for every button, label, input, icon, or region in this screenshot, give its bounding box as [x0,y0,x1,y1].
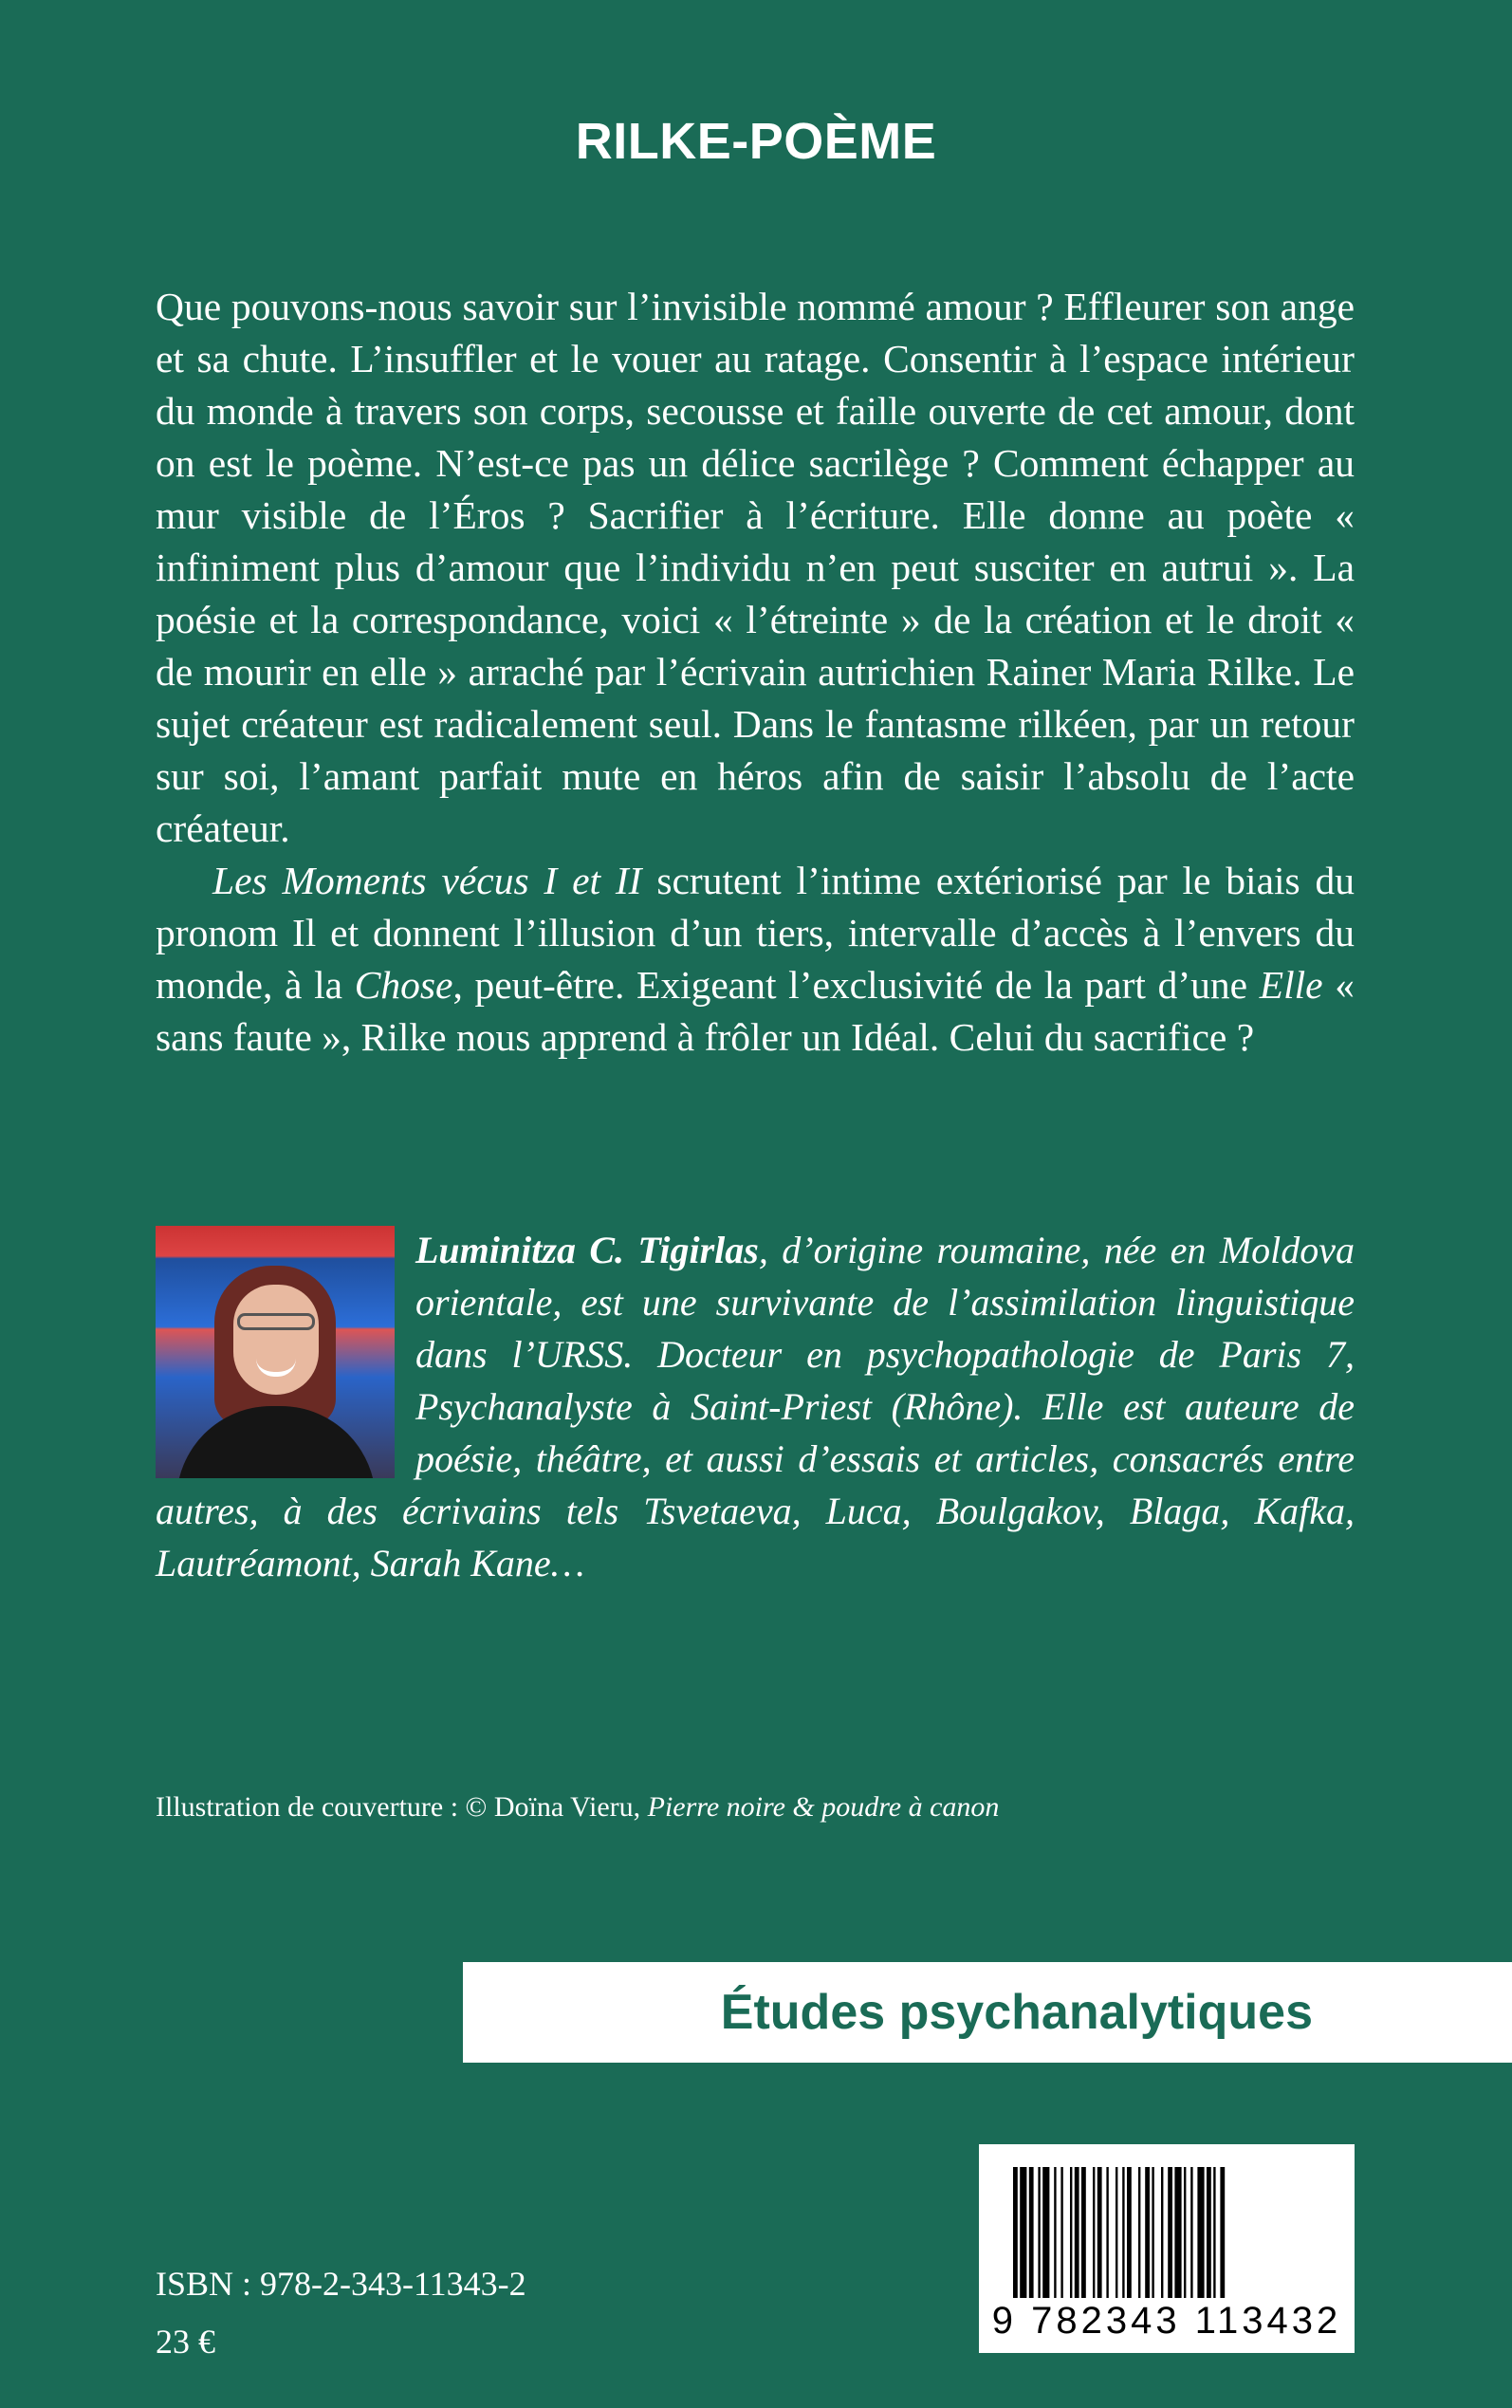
blurb-paragraph-1: Que pouvons-nous savoir sur l’invisible nommé amour ? Effleurer son ange et sa chute. L’insuffler et le vouer au ratage. Consentir à l’espace intérieur du monde à travers son corps, secousse et faille ouverte de cet amour, dont on est le poème. N’est-ce pas un délice sacrilège ? Comment échapper au mur visible de l’Éros ? Sacrifier à l’écriture. Elle donne au poète « infiniment plus d’amour que l’individu n’en peut susciter en autrui ». La poésie et la correspondance, voici « l’étreinte » de la création et le droit « de mourir en elle » arraché par l’écrivain autrichien Rainer Maria Rilke. Le sujet créateur est radicalement seul. Dans le fantasme rilkéen, par un retour sur soi, l’amant parfait mute en héros afin de saisir l’absolu de l’acte créateur. [156,285,1355,850]
barcode-bar [1161,2167,1163,2298]
paragraph-2-part-1: scrutent l’intime extériorisé par le biais du pronom Il et donnent l’illusion d’un tiers, intervalle d’accès à l’envers du monde, à la [156,859,1355,1007]
series-name: Études psychanalytiques [720,1985,1313,2040]
isbn: ISBN : 978-2-343-11343-2 [156,2265,526,2303]
barcode-bar [1207,2167,1211,2298]
author-bio-text: , d’origine roumaine, née en Moldova orientale, est une survivante de l’assimilation linguistique dans l’URSS. Docteur en psychopathologie de Paris 7, Psychanalyste à Saint-Priest (Rhône). Elle est auteure de poésie, théâtre, et aussi d’essais et articles, consacrés entre autres, à des écrivains tels Tsvetaeva, Luca, Boulgakov, Blaga, Kafka, Lautréamont, Sarah Kane… [156,1229,1355,1584]
barcode [979,2144,1355,2353]
barcode-bar [1038,2167,1040,2298]
blurb-paragraph-2 [156,855,1355,1064]
barcode-bar [1060,2167,1062,2298]
barcode-bar [1174,2167,1181,2298]
cover-illustration-credit [156,1791,999,1824]
barcode-bar [1020,2167,1026,2298]
paragraph-2-part-2: , peut-être. Exigeant l’exclusivité de la part d’une [452,963,1260,1007]
barcode-bar [1168,2167,1172,2298]
barcode-bar [1197,2167,1204,2298]
barcode-bar [1127,2167,1132,2298]
barcode-bar [1070,2167,1072,2298]
barcode-bar [1097,2167,1102,2298]
price: 23 € [156,2323,215,2361]
barcode-bar [1220,2167,1225,2298]
work-title: Les Moments vécus I et II [212,859,642,902]
paragraph-2-part-3: « sans faute », Rilke nous apprend à frôler un Idéal. Celui du sacrifice ? [156,963,1355,1059]
barcode-bar [1013,2167,1018,2298]
barcode-bar [1042,2167,1049,2298]
credit-prefix: Illustration de couverture : © Doïna Vieru, [156,1791,648,1823]
elle-term: Elle [1259,963,1323,1007]
barcode-bar [1152,2167,1153,2298]
barcode-bar [1054,2167,1056,2298]
barcode-bar [1145,2167,1150,2298]
credit-work: Pierre noire & poudre à canon [647,1791,1000,1823]
barcode-bar [1184,2167,1186,2298]
author-photo [156,1226,395,1478]
barcode-digits: 9 782343 113432 [991,2300,1342,2342]
back-cover-blurb [156,281,1355,1064]
barcode-bar [1106,2167,1108,2298]
barcode-bar [1190,2167,1192,2298]
barcode-bar [1116,2167,1117,2298]
author-bio [156,1224,1355,1589]
chose-term: Chose [354,963,453,1007]
author-name: Luminitza C. Tigirlas [415,1229,759,1271]
barcode-bar [1075,2167,1079,2298]
barcode-bar [1213,2167,1215,2298]
book-title: RILKE-POÈME [575,113,937,170]
barcode-bar [1081,2167,1086,2298]
barcode-bar [1093,2167,1095,2298]
series-band [463,1962,1512,2063]
barcode-bar [1122,2167,1124,2298]
barcode-bar [1029,2167,1034,2298]
barcode-bar [1138,2167,1140,2298]
